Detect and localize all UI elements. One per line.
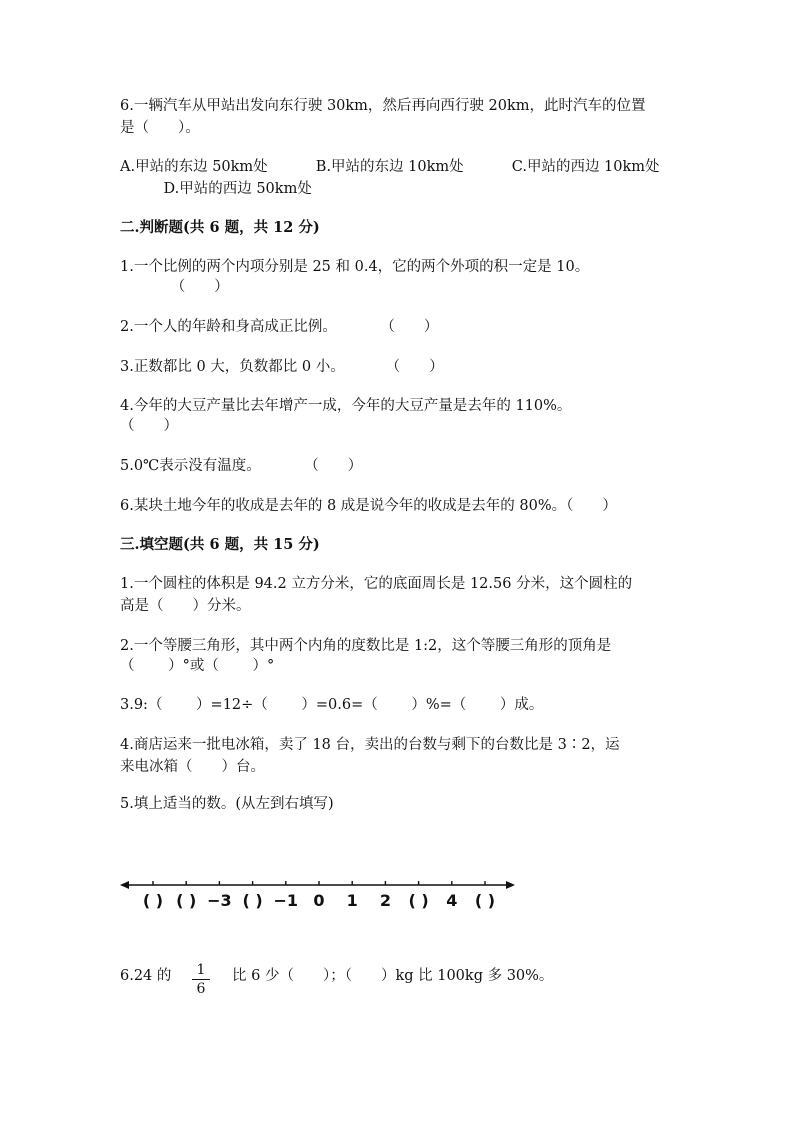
fill-q6-prefix: 6.24 的	[120, 968, 172, 984]
number-line-label: ( )	[242, 891, 263, 910]
number-line-left-arrow	[120, 881, 129, 889]
number-line-label: ( )	[474, 891, 496, 910]
number-line-label: ( )	[142, 891, 164, 910]
judge-q2: 2.一个人的年龄和身高成正比例。 （ ）	[120, 319, 439, 335]
mc-q6-stem-line2: 是（ ）。	[120, 120, 200, 136]
fill-q1-line2: 高是（ ）分米。	[120, 598, 251, 614]
fill-q3: 3.9:（ ）=12÷（ ）=0.6=（ ）%=（ ）成。	[120, 697, 544, 713]
judge-q4-line1: 4.今年的大豆产量比去年增产一成，今年的大豆产量是去年的 110%。	[120, 398, 572, 414]
fill-q4-line1: 4.商店运来一批电冰箱，卖了 18 台，卖出的台数与剩下的台数比是 3∶2，运	[120, 737, 620, 753]
fill-q2-line1: 2.一个等腰三角形，其中两个内角的度数比是 1:2，这个等腰三角形的顶角是	[120, 638, 612, 654]
fill-q6-fraction	[192, 962, 210, 997]
fill-q2-line2: （ ）°或（ ）°	[120, 658, 275, 674]
number-line-label: −3	[207, 891, 232, 910]
number-line-label: ( )	[408, 891, 429, 910]
judge-q1-line1: 1.一个比例的两个内项分别是 25 和 0.4，它的两个外项的积一定是 10。	[120, 259, 590, 275]
fill-q6-suffix: 比 6 少（ ）；（ ）kg 比 100kg 多 30%。	[232, 968, 554, 984]
number-line-label: −1	[273, 891, 299, 910]
judge-q4-line2: （ ）	[120, 418, 178, 434]
judge-q1-line2: （ ）	[120, 279, 229, 295]
mc-q6-stem-line1: 6.一辆汽车从甲站出发向东行驶 30km，然后再向西行驶 20km，此时汽车的位置	[120, 98, 646, 114]
fill-q5: 5.填上适当的数。(从左到右填写)	[120, 796, 334, 812]
number-line-label: ( )	[176, 891, 197, 910]
fill-section-title: 三.填空题(共 6 题，共 15 分)	[120, 536, 320, 553]
fraction-denominator: 6	[196, 981, 206, 997]
judge-q5: 5.0℃表示没有温度。 （ ）	[120, 458, 363, 474]
fill-q4-line2: 来电冰箱（ ）台。	[120, 759, 265, 775]
number-line-label: 0	[313, 891, 325, 910]
number-line	[120, 870, 520, 920]
fill-q1-line1: 1.一个圆柱的体积是 94.2 立方分米，它的底面周长是 12.56 分米，这个圆柱的	[120, 576, 633, 592]
judge-section-title: 二.判断题(共 6 题，共 12 分)	[120, 219, 320, 236]
mc-q6-options-line2: D.甲站的西边 50km处	[120, 181, 312, 197]
judge-q6: 6.某块土地今年的收成是去年的 8 成是说今年的收成是去年的 80%。（ ）	[120, 498, 617, 514]
fraction-numerator: 1	[192, 962, 210, 980]
number-line-label: 4	[446, 891, 458, 910]
number-line-right-arrow	[506, 881, 515, 889]
number-line-label: 1	[346, 891, 358, 910]
number-line-label: 2	[379, 891, 391, 910]
mc-q6-options-line1: A.甲站的东边 50km处 B.甲站的东边 10km处 C.甲站的西边 10km处	[120, 159, 660, 175]
judge-q3: 3.正数都比 0 大，负数都比 0 小。 （ ）	[120, 359, 444, 375]
